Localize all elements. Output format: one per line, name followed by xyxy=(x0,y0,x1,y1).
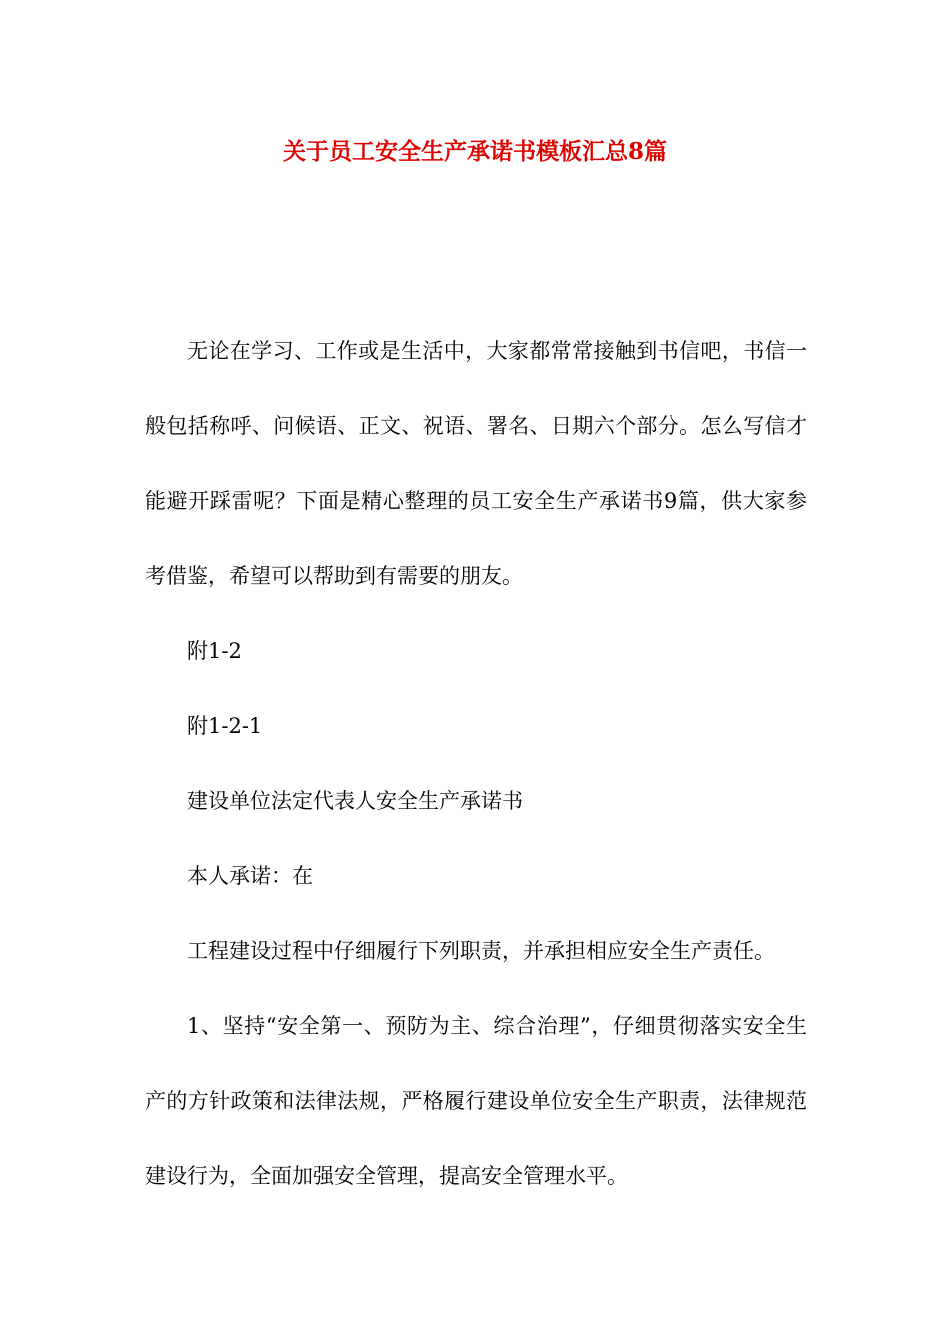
document-title: 关于员工安全生产承诺书模板汇总8篇 xyxy=(282,138,667,165)
appendix-label: 附1-2 xyxy=(187,639,242,663)
appendix-sublabel: 附1-2-1 xyxy=(187,714,263,738)
intro-paragraph: 无论在学习、工作或是生活中，大家都常常接触到书信吧，书信一般包括称呼、问候语、正文、祝语、署名、日期六个部分。怎么写信才能避开踩雷呢？下面是精心整理的员工安全生产承诺书9篇，供大家参考借鉴，希望可以帮助到有需要的朋友。 xyxy=(145,339,807,588)
document-body xyxy=(145,314,807,1214)
commitment-opening: 本人承诺：在 xyxy=(187,864,313,888)
commitment-item-1: 1、坚持“安全第一、预防为主、综合治理”，仔细贯彻落实安全生产的方针政策和法律法规，严格履行建设单位安全生产职责，法律规范建设行为，全面加强安全管理，提高安全管理水平。 xyxy=(145,1014,807,1188)
section-heading: 建设单位法定代表人安全生产承诺书 xyxy=(187,789,523,813)
commitment-statement: 工程建设过程中仔细履行下列职责，并承担相应安全生产责任。 xyxy=(187,939,775,963)
